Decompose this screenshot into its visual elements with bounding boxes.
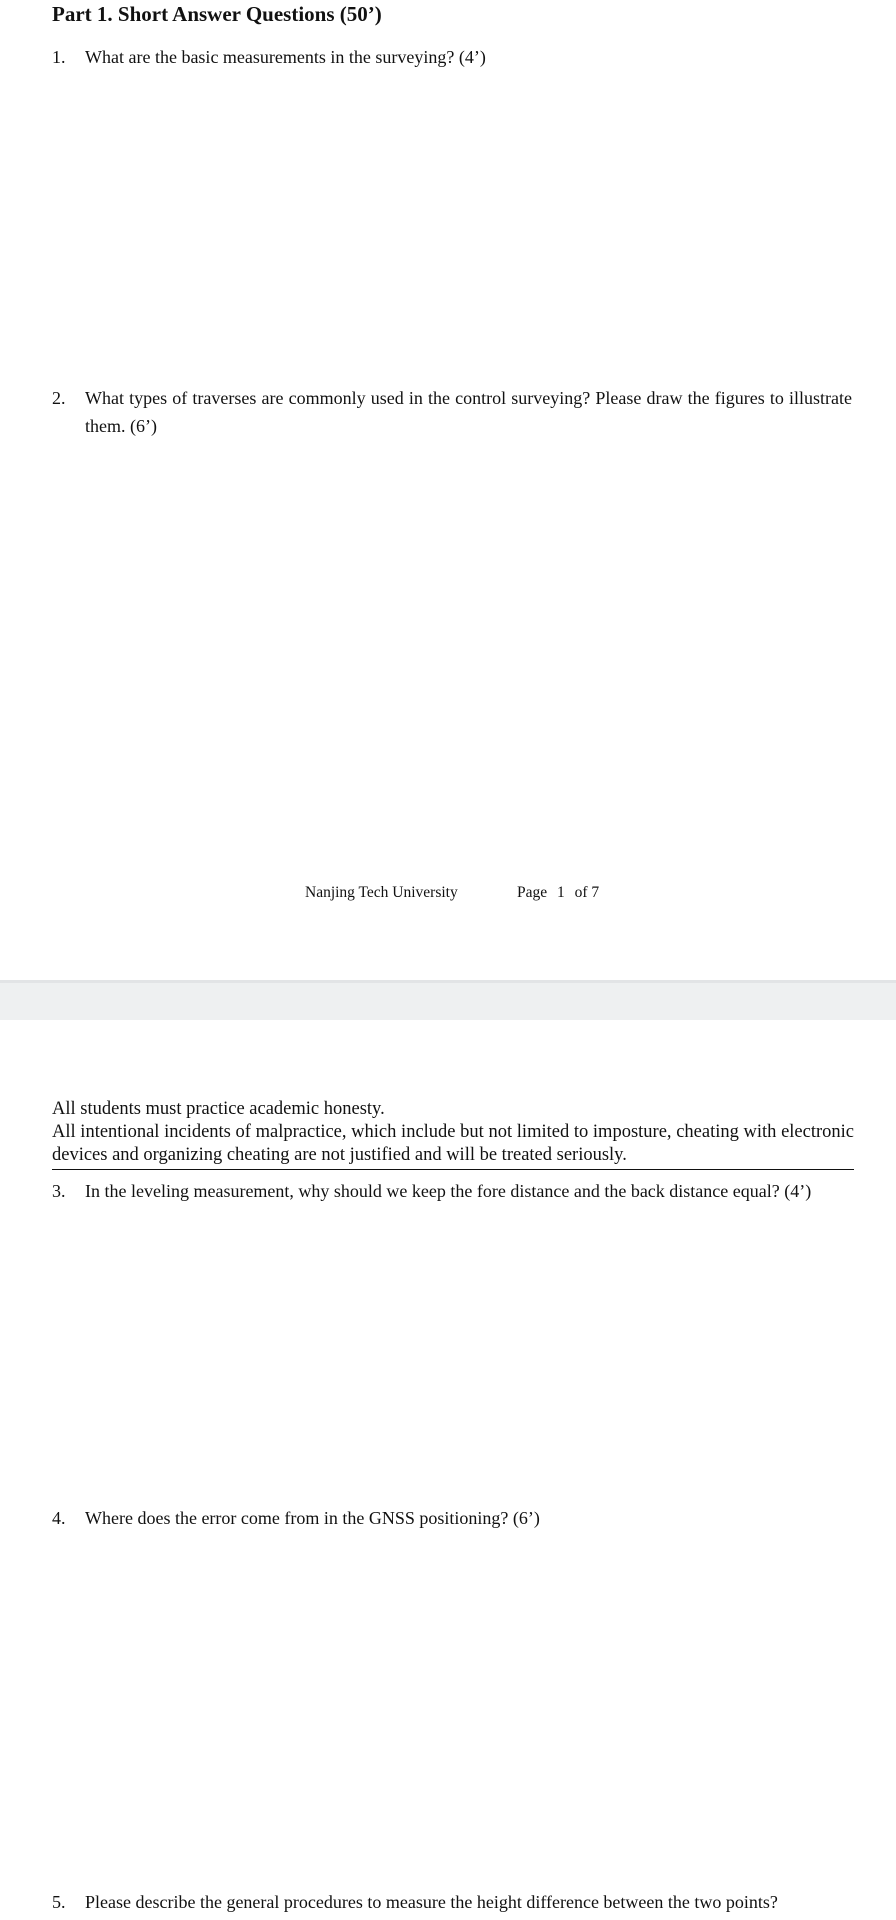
part-title: Part 1. Short Answer Questions (50’) xyxy=(52,2,382,26)
question-number: 3. xyxy=(52,1181,66,1201)
notice-line-1: All students must practice academic honesty. xyxy=(52,1099,385,1119)
question-5 xyxy=(52,1888,852,1916)
question-4 xyxy=(52,1504,852,1532)
question-text: Where does the error come from in the GNSS positioning? (6’) xyxy=(85,1508,540,1528)
question-text: Please describe the general procedures to measure the height difference between the two points? xyxy=(85,1892,778,1912)
footer-page-current: 1 xyxy=(557,884,565,901)
question-text: In the leveling measurement, why should we keep the fore distance and the back distance equal? (4’) xyxy=(85,1181,812,1201)
page-separator xyxy=(0,980,896,1020)
footer-page-total: of 7 xyxy=(574,884,600,901)
question-text: What are the basic measurements in the surveying? (4’) xyxy=(85,47,486,67)
notice-line-2: All intentional incidents of malpractice, which include but not limited to imposture, cheating with electronic devices and organizing cheating are not justified and will be treated seriously. xyxy=(52,1122,854,1165)
question-number: 1. xyxy=(52,47,66,67)
exam-page-2 xyxy=(0,1020,896,1920)
footer-page-number xyxy=(517,884,605,902)
question-number: 2. xyxy=(52,388,66,408)
footer-page-label: Page xyxy=(517,884,548,901)
question-1 xyxy=(52,43,852,71)
footer-university: Nanjing Tech University xyxy=(305,884,458,901)
question-text: What types of traverses are commonly used in the control surveying? Please draw the figures to illustrate them. (6’) xyxy=(85,388,852,436)
question-2 xyxy=(52,384,852,440)
question-number: 5. xyxy=(52,1892,66,1912)
academic-honesty-notice xyxy=(52,1098,854,1170)
question-number: 4. xyxy=(52,1508,66,1528)
question-3 xyxy=(52,1177,852,1205)
